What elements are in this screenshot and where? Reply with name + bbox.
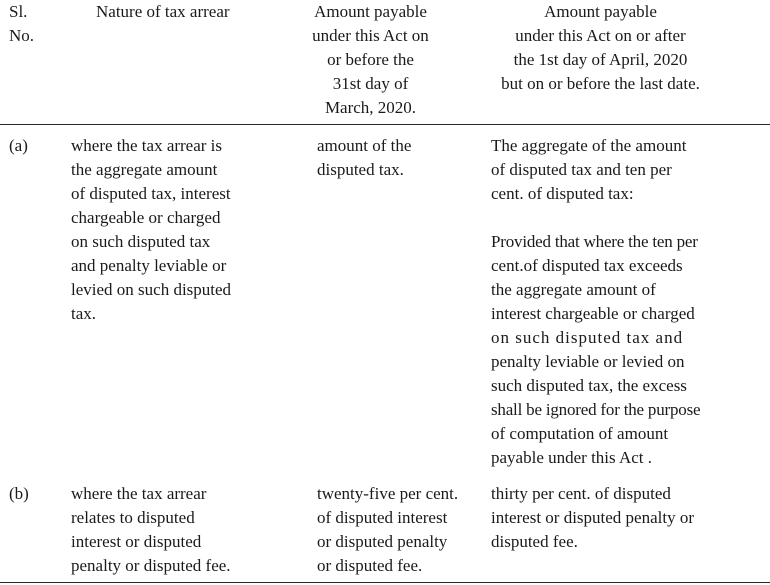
row-a-nature-line: tax.	[71, 304, 97, 323]
row-b-sl	[9, 482, 29, 506]
row-a-nature	[71, 134, 231, 326]
row-a-sl-text: (a)	[9, 136, 28, 155]
row-a-nature-line: and penalty leviable or	[71, 256, 227, 275]
row-a-proviso-line: cent.of disputed tax exceeds	[491, 256, 683, 275]
row-b-after-line: interest or disputed penalty or	[491, 508, 695, 527]
header-before-line: 31st day of	[332, 74, 409, 93]
row-b-after	[491, 482, 694, 554]
header-after-line: under this Act on or after	[515, 26, 686, 45]
table-bottom-rule	[0, 582, 770, 583]
row-a-nature-line: levied on such disputed	[71, 280, 232, 299]
row-a-before	[317, 134, 411, 182]
row-b-before	[317, 482, 458, 578]
header-after-line: Amount payable	[544, 2, 657, 21]
row-b-nature	[71, 482, 231, 578]
row-a-proviso-line: shall be ignored for the purpose	[491, 400, 701, 419]
row-a-before-line: disputed tax.	[317, 160, 404, 179]
row-a-after-line: of disputed tax and ten per	[491, 160, 672, 179]
header-nature-line: Nature of tax arrear	[96, 2, 230, 21]
row-a-proviso-line: the aggregate amount of	[491, 280, 656, 299]
header-divider	[0, 124, 770, 125]
row-b-nature-line: where the tax arrear	[71, 484, 207, 503]
row-a-nature-line: of disputed tax, interest	[71, 184, 231, 203]
header-after-line: but on or before the last date.	[501, 74, 700, 93]
header-before-line: under this Act on	[312, 26, 429, 45]
row-b-after-line: thirty per cent. of disputed	[491, 484, 671, 503]
row-a-nature-line: where the tax arrear is	[71, 136, 223, 155]
row-a-proviso-line: of computation of amount	[491, 424, 669, 443]
row-b-after-line: disputed fee.	[491, 532, 578, 551]
row-a-proviso-line: on such disputed tax and	[491, 328, 684, 347]
row-a-after-line: cent. of disputed tax:	[491, 184, 634, 203]
row-a-before-line: amount of the	[317, 136, 412, 155]
row-a-after-proviso	[491, 230, 700, 470]
row-a-nature-line: chargeable or charged	[71, 208, 221, 227]
row-a-proviso-line: penalty leviable or levied on	[491, 352, 685, 371]
header-nature	[96, 0, 230, 24]
header-before-line: Amount payable	[314, 2, 427, 21]
row-b-nature-line: relates to disputed	[71, 508, 195, 527]
header-before-line: March, 2020.	[324, 98, 417, 117]
row-b-before-line: or disputed penalty	[317, 532, 448, 551]
row-a-sl	[9, 134, 28, 158]
row-b-before-line: or disputed fee.	[317, 556, 423, 575]
row-b-before-line: of disputed interest	[317, 508, 448, 527]
header-amount-after	[478, 0, 723, 96]
header-amount-before	[288, 0, 453, 120]
row-a-proviso-line: payable under this Act .	[491, 448, 652, 467]
row-a-nature-line: the aggregate amount	[71, 160, 218, 179]
row-b-nature-line: interest or disputed	[71, 532, 202, 551]
header-sl-line: Sl.	[9, 2, 28, 21]
row-b-nature-line: penalty or disputed fee.	[71, 556, 231, 575]
row-a-proviso-line: interest chargeable or charged	[491, 304, 695, 323]
header-sl-no	[9, 0, 34, 48]
row-a-after-main	[491, 134, 686, 206]
row-a-nature-line: on such disputed tax	[71, 232, 211, 251]
row-b-sl-text: (b)	[9, 484, 29, 503]
row-a-proviso-line: such disputed tax, the excess	[491, 376, 687, 395]
row-a-proviso-line: Provided that where the ten per	[491, 232, 698, 251]
header-sl-line: No.	[9, 26, 35, 45]
row-a-after-line: The aggregate of the amount	[491, 136, 687, 155]
header-before-line: or before the	[327, 50, 414, 69]
header-after-line: the 1st day of April, 2020	[513, 50, 688, 69]
row-b-before-line: twenty-five per cent.	[317, 484, 459, 503]
